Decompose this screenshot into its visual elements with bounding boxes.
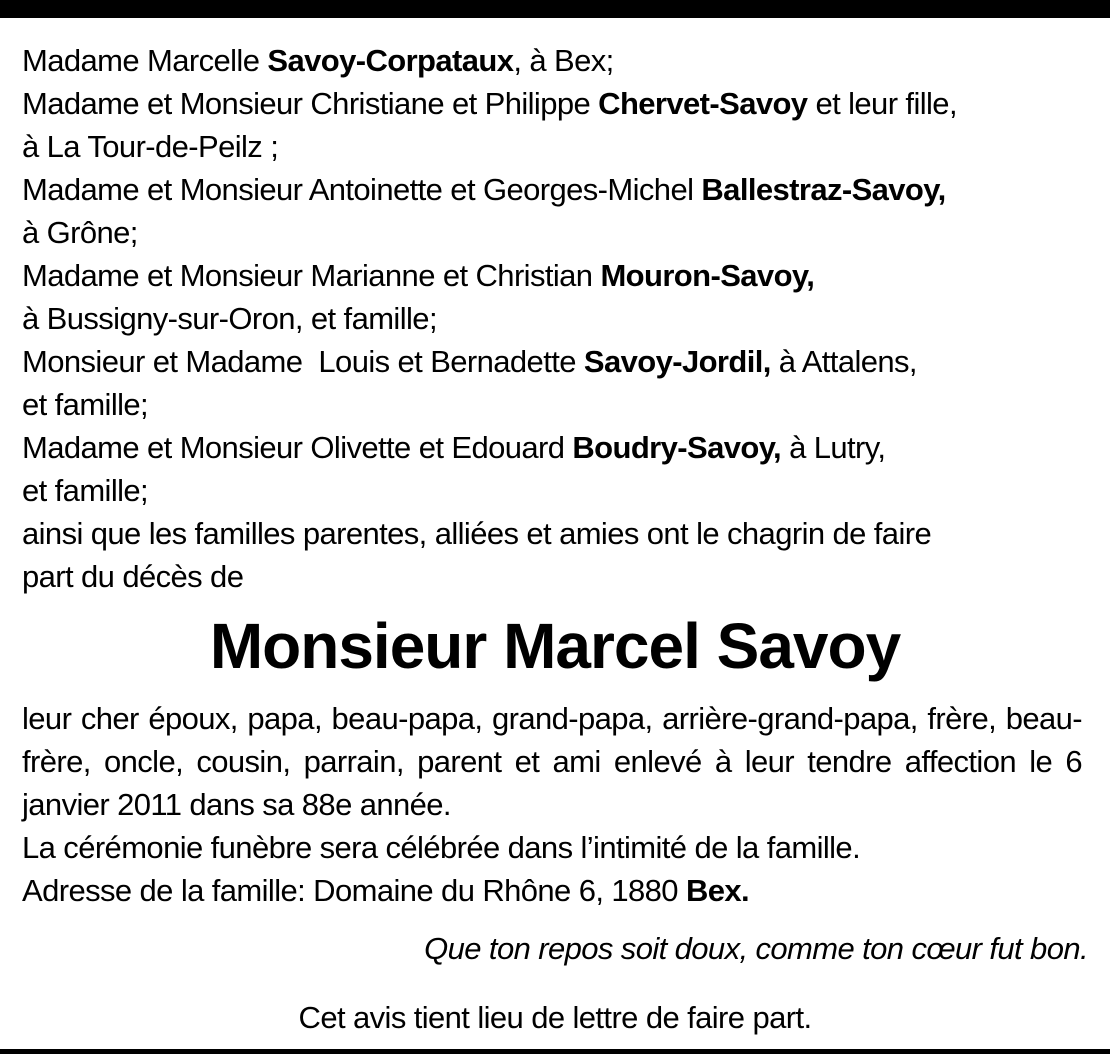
tribute-text: leur cher époux, papa, beau-papa, grand-papa, arrière-grand-papa, frère, beau-frère, oncle, cousin, parrain, parent et ami enlevé à leur tendre affection le 6 janvier 2011 dans sa 88e année. [22, 701, 1082, 822]
top-rule [0, 0, 1110, 18]
family-line: Madame Marcelle Savoy-Corpataux, à Bex; [22, 43, 614, 78]
footer-note: Cet avis tient lieu de lettre de faire part. [298, 1000, 812, 1035]
family-line: Monsieur et Madame Louis et Bernadette Savoy-Jordil, à Attalens, [22, 344, 917, 379]
family-line: Madame et Monsieur Christiane et Philippe Chervet-Savoy et leur fille, [22, 86, 957, 121]
announcement-line: ainsi que les familles parentes, alliées et amies ont le chagrin de faire [22, 516, 932, 551]
announcement-line: part du décès de [22, 559, 244, 594]
family-line: et famille; [22, 387, 149, 422]
family-address: Adresse de la famille: Domaine du Rhône 6, 1880 Bex. [22, 873, 750, 908]
family-name: Mouron-Savoy, [600, 258, 815, 293]
notice-body [22, 697, 1082, 912]
family-name: Savoy-Corpataux [267, 43, 514, 78]
family-name: Boudry-Savoy, [572, 430, 782, 465]
family-line: Madame et Monsieur Olivette et Edouard Boudry-Savoy, à Lutry, [22, 430, 886, 465]
family-line: et famille; [22, 473, 149, 508]
address-city: Bex. [685, 873, 750, 908]
family-list [22, 39, 1084, 598]
ceremony-text: La cérémonie funèbre sera célébrée dans l’intimité de la famille. [22, 830, 861, 865]
family-line: à Grône; [22, 215, 138, 250]
family-line: Madame et Monsieur Antoinette et Georges-Michel Ballestraz-Savoy, [22, 172, 946, 207]
family-name: Ballestraz-Savoy, [701, 172, 946, 207]
family-line: à Bussigny-sur-Oron, et famille; [22, 301, 437, 336]
epitaph: Que ton repos soit doux, comme ton cœur fut bon. [424, 931, 1088, 966]
family-line: à La Tour-de-Peilz ; [22, 129, 279, 164]
bottom-rule [0, 1049, 1110, 1054]
deceased-name: Monsieur Marcel Savoy [209, 610, 901, 682]
family-line: Madame et Monsieur Marianne et Christian Mouron-Savoy, [22, 258, 815, 293]
family-name: Savoy-Jordil, [583, 344, 771, 379]
family-name: Chervet-Savoy [598, 86, 808, 121]
